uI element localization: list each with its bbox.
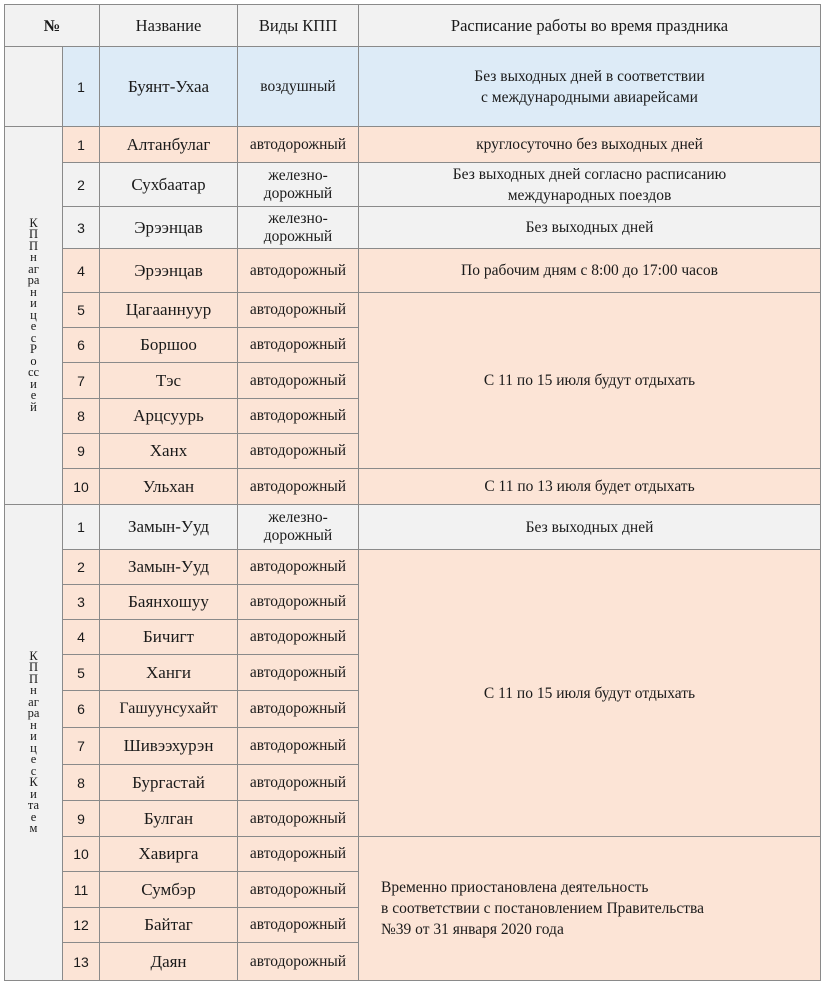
schedule-line: Временно приостановлена деятельность [381,879,649,896]
checkpoint-name: Боршоо [100,328,238,363]
group-cell-air [5,47,63,127]
schedule-line: с международными авиарейсами [481,88,698,106]
row-number: 10 [63,469,100,505]
row-number: 3 [63,585,100,620]
header-name: Название [100,5,238,47]
checkpoint-type: автодорожный [238,585,359,620]
table-row [5,127,821,163]
row-number: 5 [63,293,100,328]
checkpoint-type: автодорожный [238,620,359,655]
checkpoint-name: Эрээнцав [100,249,238,293]
schedule-cell: Без выходных дней [359,505,821,550]
checkpoint-type: автодорожный [238,728,359,765]
checkpoint-name: Алтанбулаг [100,127,238,163]
row-number: 4 [63,249,100,293]
checkpoint-type: автодорожный [238,691,359,728]
schedule-cell: круглосуточно без выходных дней [359,127,821,163]
checkpoint-name: Ханх [100,434,238,469]
schedule-cell: С 11 по 15 июля будут отдыхать [359,550,821,837]
row-number: 2 [63,163,100,207]
table-row [5,249,821,293]
checkpoint-type: автодорожный [238,127,359,163]
row-number: 3 [63,207,100,249]
row-number: 1 [63,127,100,163]
checkpoint-name: Замын-Ууд [100,550,238,585]
group-label-china [5,505,63,981]
checkpoint-name: Даян [100,943,238,981]
checkpoint-name: Шивээхурэн [100,728,238,765]
schedule-line: Без выходных дней согласно расписанию [452,165,727,183]
checkpoint-name: Эрээнцав [100,207,238,249]
checkpoint-type: автодорожный [238,837,359,872]
checkpoint-name: Гашуунсухайт [100,691,238,728]
schedule-line: №39 от 31 января 2020 года [381,921,564,938]
row-number: 2 [63,550,100,585]
schedule-cell: По рабочим дням с 8:00 до 17:00 часов [359,249,821,293]
schedule-cell [359,47,821,127]
schedule-cell: С 11 по 13 июля будет отдыхать [359,469,821,505]
checkpoint-type: автодорожный [238,872,359,908]
row-number: 6 [63,328,100,363]
checkpoint-name: Хавирга [100,837,238,872]
checkpoint-type: автодорожный [238,908,359,943]
table-row [5,469,821,505]
table-header-row [5,5,821,47]
checkpoint-type: автодорожный [238,249,359,293]
table-row [5,163,821,207]
checkpoint-name: Ульхан [100,469,238,505]
checkpoint-type: автодорожный [238,293,359,328]
checkpoint-name: Бургастай [100,765,238,801]
row-number: 8 [63,399,100,434]
header-type: Виды КПП [238,5,359,47]
row-number: 11 [63,872,100,908]
checkpoint-type: автодорожный [238,765,359,801]
checkpoint-type: автодорожный [238,655,359,691]
group-label-russia [5,127,63,505]
checkpoint-type: воздушный [238,47,359,127]
checkpoint-type: автодорожный [238,399,359,434]
group-label-text: КППнагранице сКитаем [27,648,40,835]
checkpoint-name: Тэс [100,363,238,399]
row-number: 1 [63,47,100,127]
group-label-text: КППнагранице с Россией [27,215,40,414]
row-number: 9 [63,801,100,837]
row-number: 10 [63,837,100,872]
checkpoint-name: Бичигт [100,620,238,655]
checkpoint-name: Баянхошуу [100,585,238,620]
schedule-line: в соответствии с постановлением Правительства [381,900,705,917]
schedule-line: международных поездов [507,186,672,204]
checkpoint-name: Цагааннуур [100,293,238,328]
table-row [5,505,821,550]
row-number: 8 [63,765,100,801]
checkpoint-type: железно- дорожный [238,207,359,249]
header-number: № [5,5,100,47]
row-number: 7 [63,728,100,765]
checkpoint-name: Буянт-Ухаа [100,47,238,127]
checkpoint-name: Сухбаатар [100,163,238,207]
checkpoint-name: Сумбэр [100,872,238,908]
row-number: 6 [63,691,100,728]
schedule-cell [359,837,821,981]
schedule-cell: Без выходных дней [359,207,821,249]
table-row [5,550,821,585]
row-number: 9 [63,434,100,469]
checkpoint-type: автодорожный [238,550,359,585]
schedule-line: Без выходных дней в соответствии [474,67,705,85]
checkpoint-type: автодорожный [238,469,359,505]
row-number: 4 [63,620,100,655]
row-number: 5 [63,655,100,691]
checkpoint-schedule-table [4,4,821,981]
checkpoint-name: Булган [100,801,238,837]
checkpoint-type: автодорожный [238,943,359,981]
checkpoint-name: Байтаг [100,908,238,943]
table-row [5,293,821,328]
checkpoint-type: автодорожный [238,328,359,363]
row-number: 1 [63,505,100,550]
schedule-cell [359,163,821,207]
row-number: 13 [63,943,100,981]
checkpoint-type: железно- дорожный [238,505,359,550]
checkpoint-type: железно- дорожный [238,163,359,207]
checkpoint-name: Замын-Ууд [100,505,238,550]
checkpoint-type: автодорожный [238,434,359,469]
checkpoint-name: Арцсуурь [100,399,238,434]
row-number: 7 [63,363,100,399]
checkpoint-type: автодорожный [238,363,359,399]
schedule-cell: С 11 по 15 июля будут отдыхать [359,293,821,469]
header-schedule: Расписание работы во время праздника [359,5,821,47]
table-row [5,837,821,872]
row-number: 12 [63,908,100,943]
checkpoint-name: Ханги [100,655,238,691]
table-row [5,47,821,127]
table-row [5,207,821,249]
checkpoint-type: автодорожный [238,801,359,837]
